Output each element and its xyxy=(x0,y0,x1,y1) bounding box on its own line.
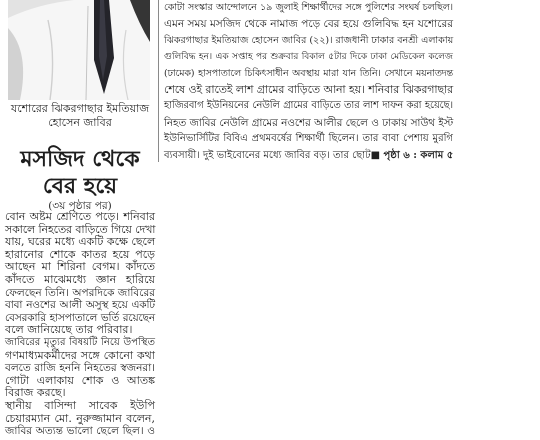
body-line: সকালে নিহতের বাড়িতে গিয়ে দেখা xyxy=(5,222,156,236)
paragraph xyxy=(5,211,155,337)
lead-line: ইউনিভার্সিটির বিবিএ প্রথমবর্ষের শিক্ষার্থী ছিলেন। তার বাবা পেশায় মুরগি xyxy=(164,133,453,145)
body-line: বাবা নওশের আলী অসুস্থ হয়ে একটি xyxy=(5,299,155,312)
body-line: জাবির অত্যন্ত ভালো ছেলে ছিল। ও xyxy=(5,425,155,438)
body-line: বলতে রাজি হননি নিহতের স্বজনরা। xyxy=(5,362,155,375)
continued-headline xyxy=(5,146,155,200)
body-line: জাবিরের মৃত্যুর বিষয়টি নিয়ে উপস্থিত xyxy=(5,336,155,348)
lead-line: কোটা সংস্কার আন্দোলনে ১৯ জুলাই শিক্ষার্থীদের সঙ্গে পুলিশের সংঘর্ষ চলছিল। xyxy=(164,2,453,13)
column-divider xyxy=(158,0,159,162)
body-line: বোন অষ্টম শ্রেণিতে পড়ে। শনিবার xyxy=(5,210,155,223)
body-line: গণমাধ্যমকর্মীদের সঙ্গে কোনো কথা xyxy=(5,348,155,362)
body-line: ফেলছেন তিনি। অপরদিকে জাবিরের xyxy=(5,286,155,299)
lead-line: ব্যবসায়ী। দুই ভাইবোনের মধ্যে জাবির বড়। তার ছোট xyxy=(164,149,371,161)
body-line: কাঁদতে মাঝেমধ্যে জ্ঞান হারিয়ে xyxy=(5,272,155,286)
paragraph xyxy=(5,337,155,400)
portrait-photo xyxy=(8,0,150,100)
photo-caption-line: যশোরের ঝিকরগাছার ইমতিয়াজ xyxy=(10,102,150,115)
photo-caption-line: হোসেন জাবির xyxy=(48,116,112,129)
shirt xyxy=(8,0,150,100)
lead-line: এমন সময় মসজিদ থেকে নামাজ পড়ে বের হয়ে গুলিবিদ্ধ হন যশোরের xyxy=(164,18,453,31)
photo-caption xyxy=(5,102,155,130)
body-line: যায়, ঘরের মধ্যে একটি কক্ষে ছেলে xyxy=(5,235,156,249)
body-line: বলে জানিয়েছে তার পরিবার। xyxy=(5,323,133,337)
body-line: হারানোর শোকে কাতর হয়ে পড়ে xyxy=(5,247,155,261)
lead-last-row xyxy=(164,148,453,164)
continued-story-body xyxy=(5,211,155,438)
lead-line: (ঢামেক) হাসপাতালে চিকিৎসাধীন অবস্থায় মারা যান তিনি। সেখানে ময়নাতদন্ত xyxy=(164,67,453,79)
lead-line: নিহত জাবির নেউলি গ্রামের নওশের আলীর ছেলে ও ঢাকায় সাউথ ইস্ট xyxy=(164,116,453,129)
headline-line: বের হয়ে xyxy=(42,173,118,199)
body-line: বেসরকারি হাসপাতালে ভর্তি রয়েছেন xyxy=(5,311,155,324)
paragraph xyxy=(5,400,155,438)
lead-story xyxy=(164,0,453,164)
lead-line: হাজিরবাগ ইউনিয়নের নেউলি গ্রামের বাড়িতে তার লাশ দাফন করা হয়েছে। xyxy=(164,100,453,112)
lead-line: ঝিকরগাছার ইমতিয়াজ হোসেন জাবির (২২)। রাজধানী ঢাকার বনশ্রী এলাকায় xyxy=(164,34,454,46)
continued-from-note: (৩য় পৃষ্ঠার পর) xyxy=(48,200,112,212)
body-line: বিরাজ করছে। xyxy=(5,386,66,400)
body-line: স্থানীয় বাসিন্দা সাবেক ইউপি xyxy=(5,398,155,412)
lead-line: শেষে ওই রাতেই লাশ গ্রামের বাড়িতে আনা হয়। শনিবার ঝিকরগাছার xyxy=(164,83,453,97)
body-line: গোটা এলাকায় শোক ও আতঙ্ক xyxy=(5,373,155,387)
lead-line: গুলিবিদ্ধ হন। এক সপ্তাহ পর শুক্রবার বিকাল ৫টার দিকে ঢাকা মেডিকেল কলেজ xyxy=(164,52,453,63)
jump-marker: ■ পৃষ্ঠা ৬ : কলাম ৫ xyxy=(370,149,454,161)
body-line: আছেন মা শিরিনা বেগম। কাঁদতে xyxy=(5,260,155,274)
headline-line: মসজিদ থেকে xyxy=(20,146,140,172)
body-line: চেয়ারম্যান মো. নুরুজ্জামান বলেন, xyxy=(5,411,155,425)
